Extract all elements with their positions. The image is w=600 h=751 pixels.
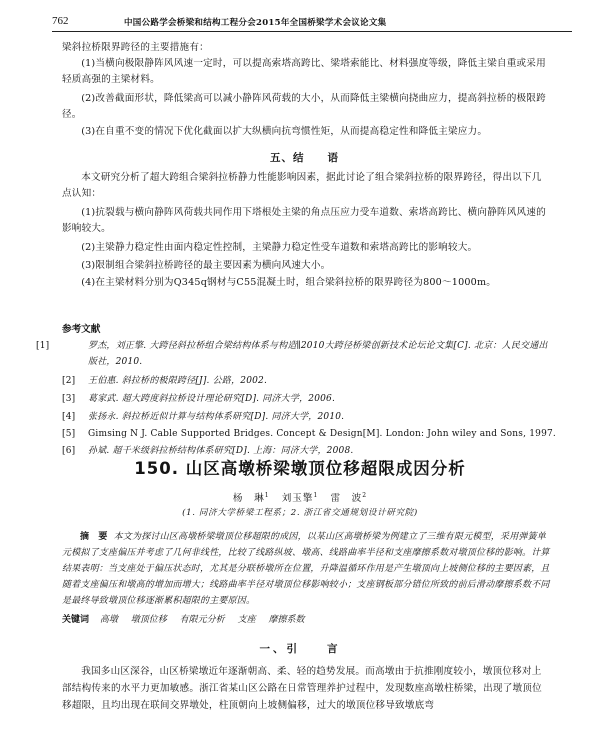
- measure-item: (3)在自重不变的情况下优化截面以扩大纵横向抗弯惯性矩，从而提高稳定性和降低主梁应力。: [81, 126, 488, 137]
- measure-item: (2)改善截面形状，降低梁高可以减小静阵风荷载的大小，从而降低主梁横向挠曲应力，提高斜拉桥的极限跨径。: [62, 93, 546, 120]
- conclusion-heading: 五、结 语: [270, 152, 339, 164]
- reference-number: [4]: [62, 412, 76, 422]
- page-header: [52, 14, 572, 32]
- conclusion-item: (1)抗裂载与横向静阵风荷载共同作用下塔根处主梁的角点压应力受车道数、索塔高跨比、横向静阵风风速的影响较大。: [62, 207, 546, 234]
- conclusion-item: (3)限制组合梁斜拉桥跨径的最主要因素为横向风速大小。: [81, 260, 331, 271]
- keyword: 墩顶位移: [130, 615, 167, 625]
- reference-text: 王伯惠. 斜拉桥的极限跨径[J]. 公路，2002.: [88, 376, 268, 386]
- keyword: 高墩: [99, 615, 118, 625]
- measure-item: (1)当横向极限静阵风风速一定时，可以提高索塔高跨比、梁塔索能比、材料强度等级，降低主梁自重或采用轻质高强的主梁材料。: [62, 58, 546, 85]
- abstract: [62, 529, 550, 609]
- reference-item: [62, 373, 267, 389]
- intro-heading: 一、引 言: [259, 643, 341, 655]
- conclusion-item: (4)在主梁材料分别为Q345q钢材与C55混凝土时，组合梁斜拉桥的限界跨径为800～1000m。: [81, 277, 497, 288]
- abstract-text: 本文为探讨山区高墩桥梁墩顶位移超限的成因，以某山区高墩桥梁为例建立了三维有限元模型，采用弹簧单元模拟了支座偏压并考虑了几何非线性，比较了线路纵坡、墩高、线路曲率半径和支座摩擦系数对墩顶位移的影响。计算结果表明：当支座处于偏压状态时，尤其是分联桥墩所在位置，升降温循环作用是产生墩顶向上坡侧位移的主要因素，且随着支座偏压和墩高的增加而增大；线路曲率半径对墩顶位移影响较小；支座钢板部分错位所致的前后滑动摩擦系数不同是最终导致墩顶位移逐渐累积超限的主要原因。: [62, 532, 550, 606]
- author-affiliation-mark: 1: [313, 491, 319, 499]
- reference-number: [3]: [62, 394, 76, 404]
- author-name: 杨 琳: [232, 493, 265, 504]
- measures-intro: 梁斜拉桥限界跨径的主要措施有：: [62, 42, 209, 53]
- author-affiliation-mark: 1: [264, 491, 270, 499]
- reference-item: [62, 426, 556, 442]
- abstract-label: 摘 要: [80, 532, 108, 542]
- keyword: 有限元分析: [179, 615, 225, 625]
- reference-number: [6]: [62, 446, 76, 456]
- author-name: 雷 波: [330, 493, 363, 504]
- reference-number: [2]: [62, 376, 76, 386]
- reference-item: [62, 391, 335, 407]
- keywords: [62, 612, 314, 625]
- reference-text: 罗杰，刘正擎. 大跨径斜拉桥组合梁结构体系与构造∥2010大跨径桥梁创新技术论坛论文集[C]. 北京：人民交通出版社，2010.: [88, 341, 548, 367]
- author-affiliation-mark: 2: [362, 491, 368, 499]
- reference-text: Gimsing N J. Cable Supported Bridges. Concept & Design[M]. London: John wiley and Sons, 1997.: [88, 429, 556, 439]
- page-number: 762: [52, 15, 69, 27]
- author-name: 刘玉擎: [281, 493, 314, 504]
- references-heading: 参考文献: [62, 324, 101, 335]
- reference-number: [5]: [62, 429, 76, 439]
- reference-text: 孙斌. 超千米级斜拉桥结构体系研究[D]. 上海：同济大学，2008.: [88, 446, 354, 456]
- conclusion-intro: 本文研究分析了超大跨组合梁斜拉桥静力性能影响因素，据此讨论了组合梁斜拉桥的限界跨径，得出以下几点认知：: [62, 172, 542, 199]
- reference-number: [1]: [36, 341, 50, 351]
- reference-text: 张扬永. 斜拉桥近似计算与结构体系研究[D]. 同济大学，2010.: [88, 412, 345, 422]
- intro-text: 我国多山区深谷，山区桥梁墩近年逐渐朝高、柔、轻的趋势发展。而高墩由于抗推刚度较小，墩顶位移对上部结构传来的水平力更加敏感。浙江省某山区公路在日常管理养护过程中，发现数座高墩柱桥梁，出现了墩顶位移超限，且均出现在联间交界墩处，柱顶朝向上坡侧偏移，过大的墩顶位移导致墩底弯: [62, 666, 542, 711]
- reference-text: 葛家武. 超大跨度斜拉桥设计理论研究[D]. 同济大学，2006.: [88, 394, 336, 404]
- keyword: 摩擦系数: [268, 615, 305, 625]
- journal-title: 中国公路学会桥梁和结构工程分会2015年全国桥梁学术会议论文集: [124, 18, 387, 28]
- keyword: 支座: [237, 615, 256, 625]
- affiliation: (1. 同济大学桥梁工程系；2. 浙江省交通规划设计研究院): [182, 508, 418, 518]
- reference-item: [62, 409, 344, 425]
- keywords-label: 关键词: [62, 615, 90, 625]
- reference-item: [36, 338, 548, 370]
- author-line: [0, 490, 600, 504]
- paper-title: 150. 山区高墩桥梁墩顶位移超限成因分析: [134, 459, 466, 478]
- conclusion-item: (2)主梁静力稳定性由面内稳定性控制，主梁静力稳定性受车道数和索塔高跨比的影响较大。: [81, 242, 478, 253]
